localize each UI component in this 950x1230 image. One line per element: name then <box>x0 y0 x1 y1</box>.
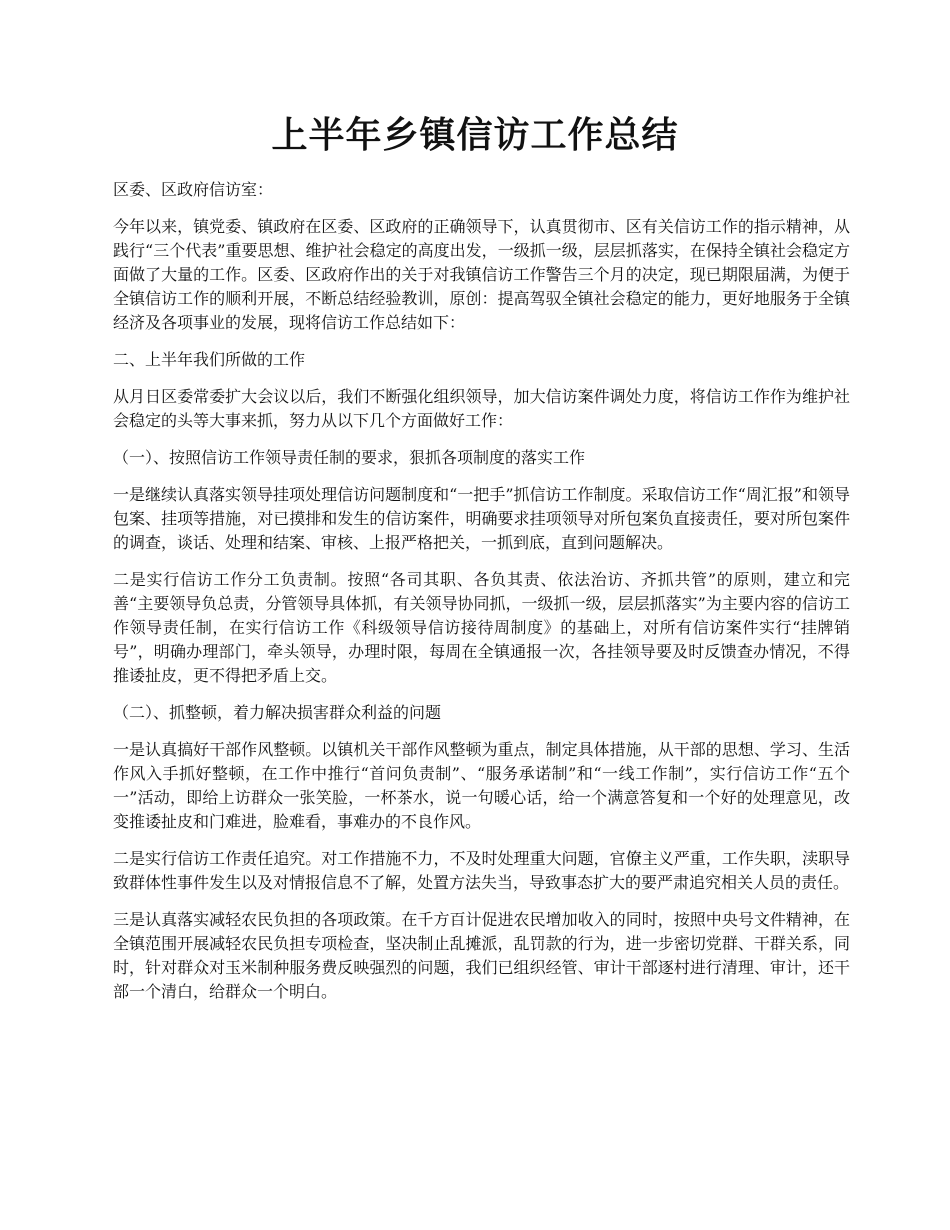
body-paragraph: 一是认真搞好干部作风整顿。以镇机关干部作风整顿为重点，制定具体措施，从干部的思想、学习、生活作风入手抓好整顿，在工作中推行“首问负责制”、“服务承诺制”和“一线工作制”，实行信访工作“五个一”活动，即给上访群众一张笑脸，一杯茶水，说一句暖心话，给一个满意答复和一个好的处理意见，改变推诿扯皮和门难进，脸难看，事难办的不良作风。 <box>113 740 850 831</box>
document-body <box>113 178 850 1017</box>
document-title: 上半年乡镇信访工作总结 <box>271 115 679 156</box>
body-paragraph: 二是实行信访工作分工负责制。按照“各司其职、各负其责、依法治访、齐抓共管”的原则，建立和完善“主要领导负总责，分管领导具体抓，有关领导协同抓，一级抓一级，层层抓落实”为主要内容的信访工作领导责任制，在实行信访工作《科级领导信访接待周制度》的基础上，对所有信访案件实行“挂牌销号”，明确办理部门，牵头领导，办理时限，每周在全镇通报一次，各挂领导要及时反馈查办情况，不得推诿扯皮，更不得把矛盾上交。 <box>113 570 850 685</box>
intro-paragraph: 今年以来，镇党委、镇政府在区委、区政府的正确领导下，认真贯彻市、区有关信访工作的指示精神，从践行“三个代表”重要思想、维护社会稳定的高度出发，一级抓一级，层层抓落实，在保持全镇社会稳定方面做了大量的工作。区委、区政府作出的关于对我镇信访工作警告三个月的决定，现已期限届满，为便于全镇信访工作的顺利开展，不断总结经验教训，原创：提高驾驭全镇社会稳定的能力，更好地服务于全镇经济及各项事业的发展，现将信访工作总结如下： <box>113 217 850 332</box>
section-heading: 二、上半年我们所做的工作 <box>113 350 306 369</box>
body-paragraph: 二是实行信访工作责任追究。对工作措施不力，不及时处理重大问题，官僚主义严重，工作失职，渎职导致群体性事件发生以及对情报信息不了解，处置方法失当，导致事态扩大的要严肃追究相关人员的责任。 <box>113 849 850 892</box>
body-paragraph: 一是继续认真落实领导挂项处理信访问题制度和“一把手”抓信访工作制度。采取信访工作“周汇报”和领导包案、挂项等措施，对已摸排和发生的信访案件，明确要求挂项领导对所包案负直接责任，要对所包案件的调查，谈话、处理和结案、审核、上报严格把关，一抓到底，直到问题解决。 <box>113 485 850 552</box>
body-paragraph: 三是认真落实减轻农民负担的各项政策。在千方百计促进农民增加收入的同时，按照中央号文件精神，在全镇范围开展减轻农民负担专项检查，坚决制止乱摊派，乱罚款的行为，进一步密切党群、干群关系，同时，针对群众对玉米制种服务费反映强烈的问题，我们已组织经管、审计干部逐村进行清理、审计，还干部一个清白，给群众一个明白。 <box>113 910 850 1001</box>
salutation: 区委、区政府信访室： <box>113 180 274 199</box>
subsection-heading-1: （一）、按照信访工作领导责任制的要求，狠抓各项制度的落实工作 <box>113 448 586 467</box>
subsection-heading-2: （二）、抓整顿，着力解决损害群众利益的问题 <box>113 703 442 722</box>
section-intro-paragraph: 从月日区委常委扩大会议以后，我们不断强化组织领导，加大信访案件调处力度，将信访工作作为维护社会稳定的头等大事来抓，努力从以下几个方面做好工作： <box>113 387 850 430</box>
